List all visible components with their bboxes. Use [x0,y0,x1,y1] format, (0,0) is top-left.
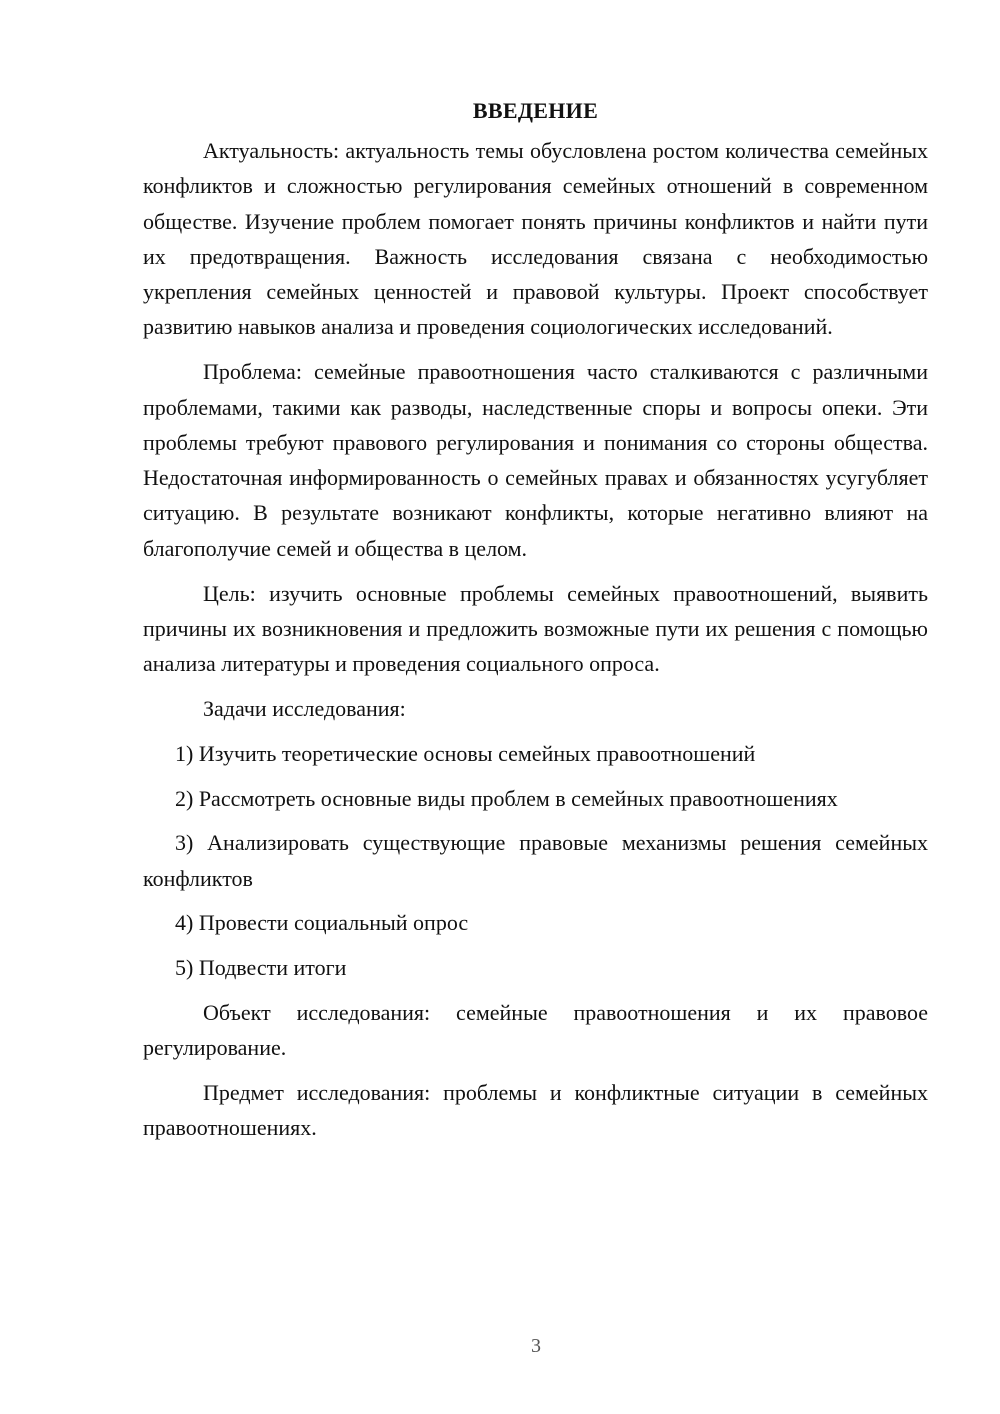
task-item-4: 4) Провести социальный опрос [175,910,469,936]
relevance-paragraph: Актуальность: актуальность темы обусловлена ростом количества семейных конфликтов и сложностью регулирования семейных отношений в современном обществе. Изучение проблем помогает понять причины конфликтов и найти пути их предотвращения. Важность исследования связана с необходимостью укрепления семейных ценностей и правовой культуры. Проект способствует развитию навыков анализа и проведения социологических исследований. [143,138,928,340]
page-number: 3 [531,1335,541,1357]
page-content [143,93,928,1155]
task-item-2: 2) Рассмотреть основные виды проблем в семейных правоотношениях [175,785,838,811]
task-item-5: 5) Подвести итоги [175,955,347,981]
task-item-3: 3) Анализировать существующие правовые механизмы решения семейных конфликтов [143,830,928,891]
research-subject-paragraph: Предмет исследования: проблемы и конфликтные ситуации в семейных правоотношениях. [143,1080,928,1141]
research-object-paragraph: Объект исследования: семейные правоотношения и их правовое регулирование. [143,1000,928,1061]
problem-paragraph: Проблема: семейные правоотношения часто сталкиваются с различными проблемами, такими как разводы, наследственные споры и вопросы опеки. Эти проблемы требуют правового регулирования и понимания со стороны общества. Недостаточная информированность о семейных правах и обязанностях усугубляет ситуацию. В результате возникают конфликты, которые негативно влияют на благополучие семей и общества в целом. [143,359,928,561]
task-item-1: 1) Изучить теоретические основы семейных правоотношений [175,740,756,766]
goal-paragraph: Цель: изучить основные проблемы семейных правоотношений, выявить причины их возникновения и предложить возможные пути их решения с помощью анализа литературы и проведения социального опроса. [143,580,928,677]
section-heading: ВВЕДЕНИЕ [472,98,599,123]
tasks-title: Задачи исследования: [203,695,406,721]
